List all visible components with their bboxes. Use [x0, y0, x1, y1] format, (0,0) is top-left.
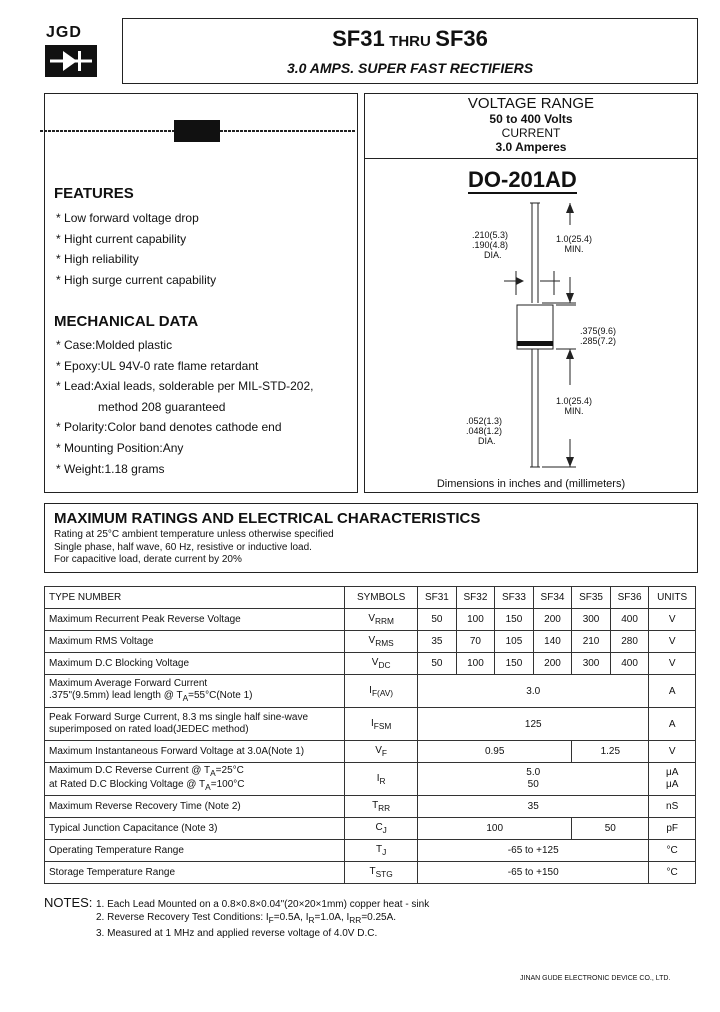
table-row: Maximum D.C Reverse Current @ $T_A=25^\circ C$ at Rated D.C Blocking Voltage @ $T_A=100^\circ C$ $I_R$ 5.0 50 μA μA	[45, 763, 696, 796]
diode-logo-icon	[44, 44, 98, 78]
ratings-title: MAXIMUM RATINGS AND ELECTRICAL CHARACTERISTICS	[54, 510, 481, 527]
table-row: Typical Junction Capacitance (Note 3) $C_J$ 100 50 pF	[45, 818, 696, 840]
table-row: Storage Temperature Range $T_{STG}$ -65 to +150 °C	[45, 862, 696, 884]
list-item: * High reliability	[56, 252, 139, 266]
current-label: CURRENT	[501, 126, 561, 140]
table-row: Maximum D.C Blocking Voltage $V_{DC}$ 50 100 150 200 300 400 V	[45, 653, 696, 675]
list-item: * Epoxy:UL 94V-0 rate flame retardant	[56, 358, 259, 373]
footer: JINAN GUDE ELECTRONIC DEVICE CO., LTD.	[520, 975, 671, 982]
features-title: FEATURES	[54, 185, 134, 202]
diode-drawing-icon	[40, 116, 356, 146]
voltage-range-value: 50 to 400 Volts	[489, 112, 573, 126]
logo	[42, 24, 102, 82]
table-header: TYPE NUMBER SYMBOLS SF31 SF32 SF33 SF34 SF35 SF36 UNITS	[45, 587, 696, 609]
list-item: * Low forward voltage drop	[56, 211, 199, 225]
title-part2: SF36	[435, 26, 488, 51]
ratings-table	[44, 586, 696, 884]
list-item: method 208 guaranteed	[98, 399, 226, 414]
table-row: Maximum RMS Voltage $V_{RMS}$ 35 70 105 140 210 280 V	[45, 631, 696, 653]
mechanical-list	[56, 335, 313, 479]
list-item: * High surge current capability	[56, 272, 217, 287]
voltage-range-block	[364, 95, 698, 154]
dim-body-dia: .210(5.3) .190(4.8) DIA.	[472, 230, 509, 260]
table-row: Peak Forward Surge Current, 8.3 ms single half sine-wave superimposed on rated load(JEDEC method) $I_{FSM}$ 125 A	[45, 708, 696, 741]
dim-body-length: .375(9.6) .285(7.2)	[580, 326, 617, 346]
ratings-notes: Rating at 25°C ambient temperature unless otherwise specified Single phase, half wave, 60 Hz, resistive or inductive load. For capacitive load, derate current by 20%	[54, 529, 334, 565]
list-item: * Lead:Axial leads, solderable per MIL-STD-202,	[56, 379, 314, 394]
list-item: * Case:Molded plastic	[56, 338, 173, 352]
subtitle: 3.0 AMPS. SUPER FAST RECTIFIERS	[286, 60, 534, 76]
list-item: * Weight:1.18 grams	[56, 461, 165, 476]
table-row: Maximum Instantaneous Forward Voltage at 3.0A(Note 1) $V_F$ 0.95 1.25 V	[45, 741, 696, 763]
list-item: * Mounting Position:Any	[56, 440, 184, 455]
list-item: * Polarity:Color band denotes cathode end	[56, 420, 282, 435]
package-name: DO-201AD	[468, 167, 577, 192]
divider	[364, 158, 698, 159]
notes-list: 1. Each Lead Mounted on a 0.8×0.8×0.04"(20×20×1mm) copper heat - sink 2. Reverse Recovery Test Conditions: $I_F=0.5A$, $I_R=1.0A$, $I_{RR}=0.25A$. 3. Measured at 1 MHz and applied reverse voltage of 4.0V D.C.	[96, 899, 430, 939]
logo-text: JGD	[46, 24, 82, 41]
notes-label: NOTES:	[44, 895, 93, 910]
features-list	[56, 208, 216, 290]
table-row: Maximum Average Forward Current .375"(9.5mm) lead length @ $T_A=55^\circ C(Note$ 1) $I_{F(AV)}$ 3.0 A	[45, 675, 696, 708]
dim-lead-length-top: 1.0(25.4) MIN.	[556, 234, 593, 254]
dimension-note: Dimensions in inches and (millimeters)	[436, 478, 626, 490]
dim-lead-length-bottom: 1.0(25.4) MIN.	[556, 396, 593, 416]
title-thru: THRU	[389, 33, 431, 50]
voltage-range-label: VOLTAGE RANGE	[467, 95, 595, 112]
table-row: Maximum Reverse Recovery Time (Note 2) $T_{RR}$ 35 nS	[45, 796, 696, 818]
list-item: * Hight current capability	[56, 231, 187, 246]
mechanical-title: MECHANICAL DATA	[54, 313, 199, 330]
table-row: Operating Temperature Range $T_J$ -65 to +125 °C	[45, 840, 696, 862]
page-title	[122, 26, 698, 52]
current-value: 3.0 Amperes	[495, 140, 567, 154]
title-part1: SF31	[332, 26, 385, 51]
dim-wire-dia: .052(1.3) .048(1.2) DIA.	[466, 416, 503, 446]
table-row: Maximum Recurrent Peak Reverse Voltage $V_{RRM}$ 50 100 150 200 300 400 V	[45, 609, 696, 631]
